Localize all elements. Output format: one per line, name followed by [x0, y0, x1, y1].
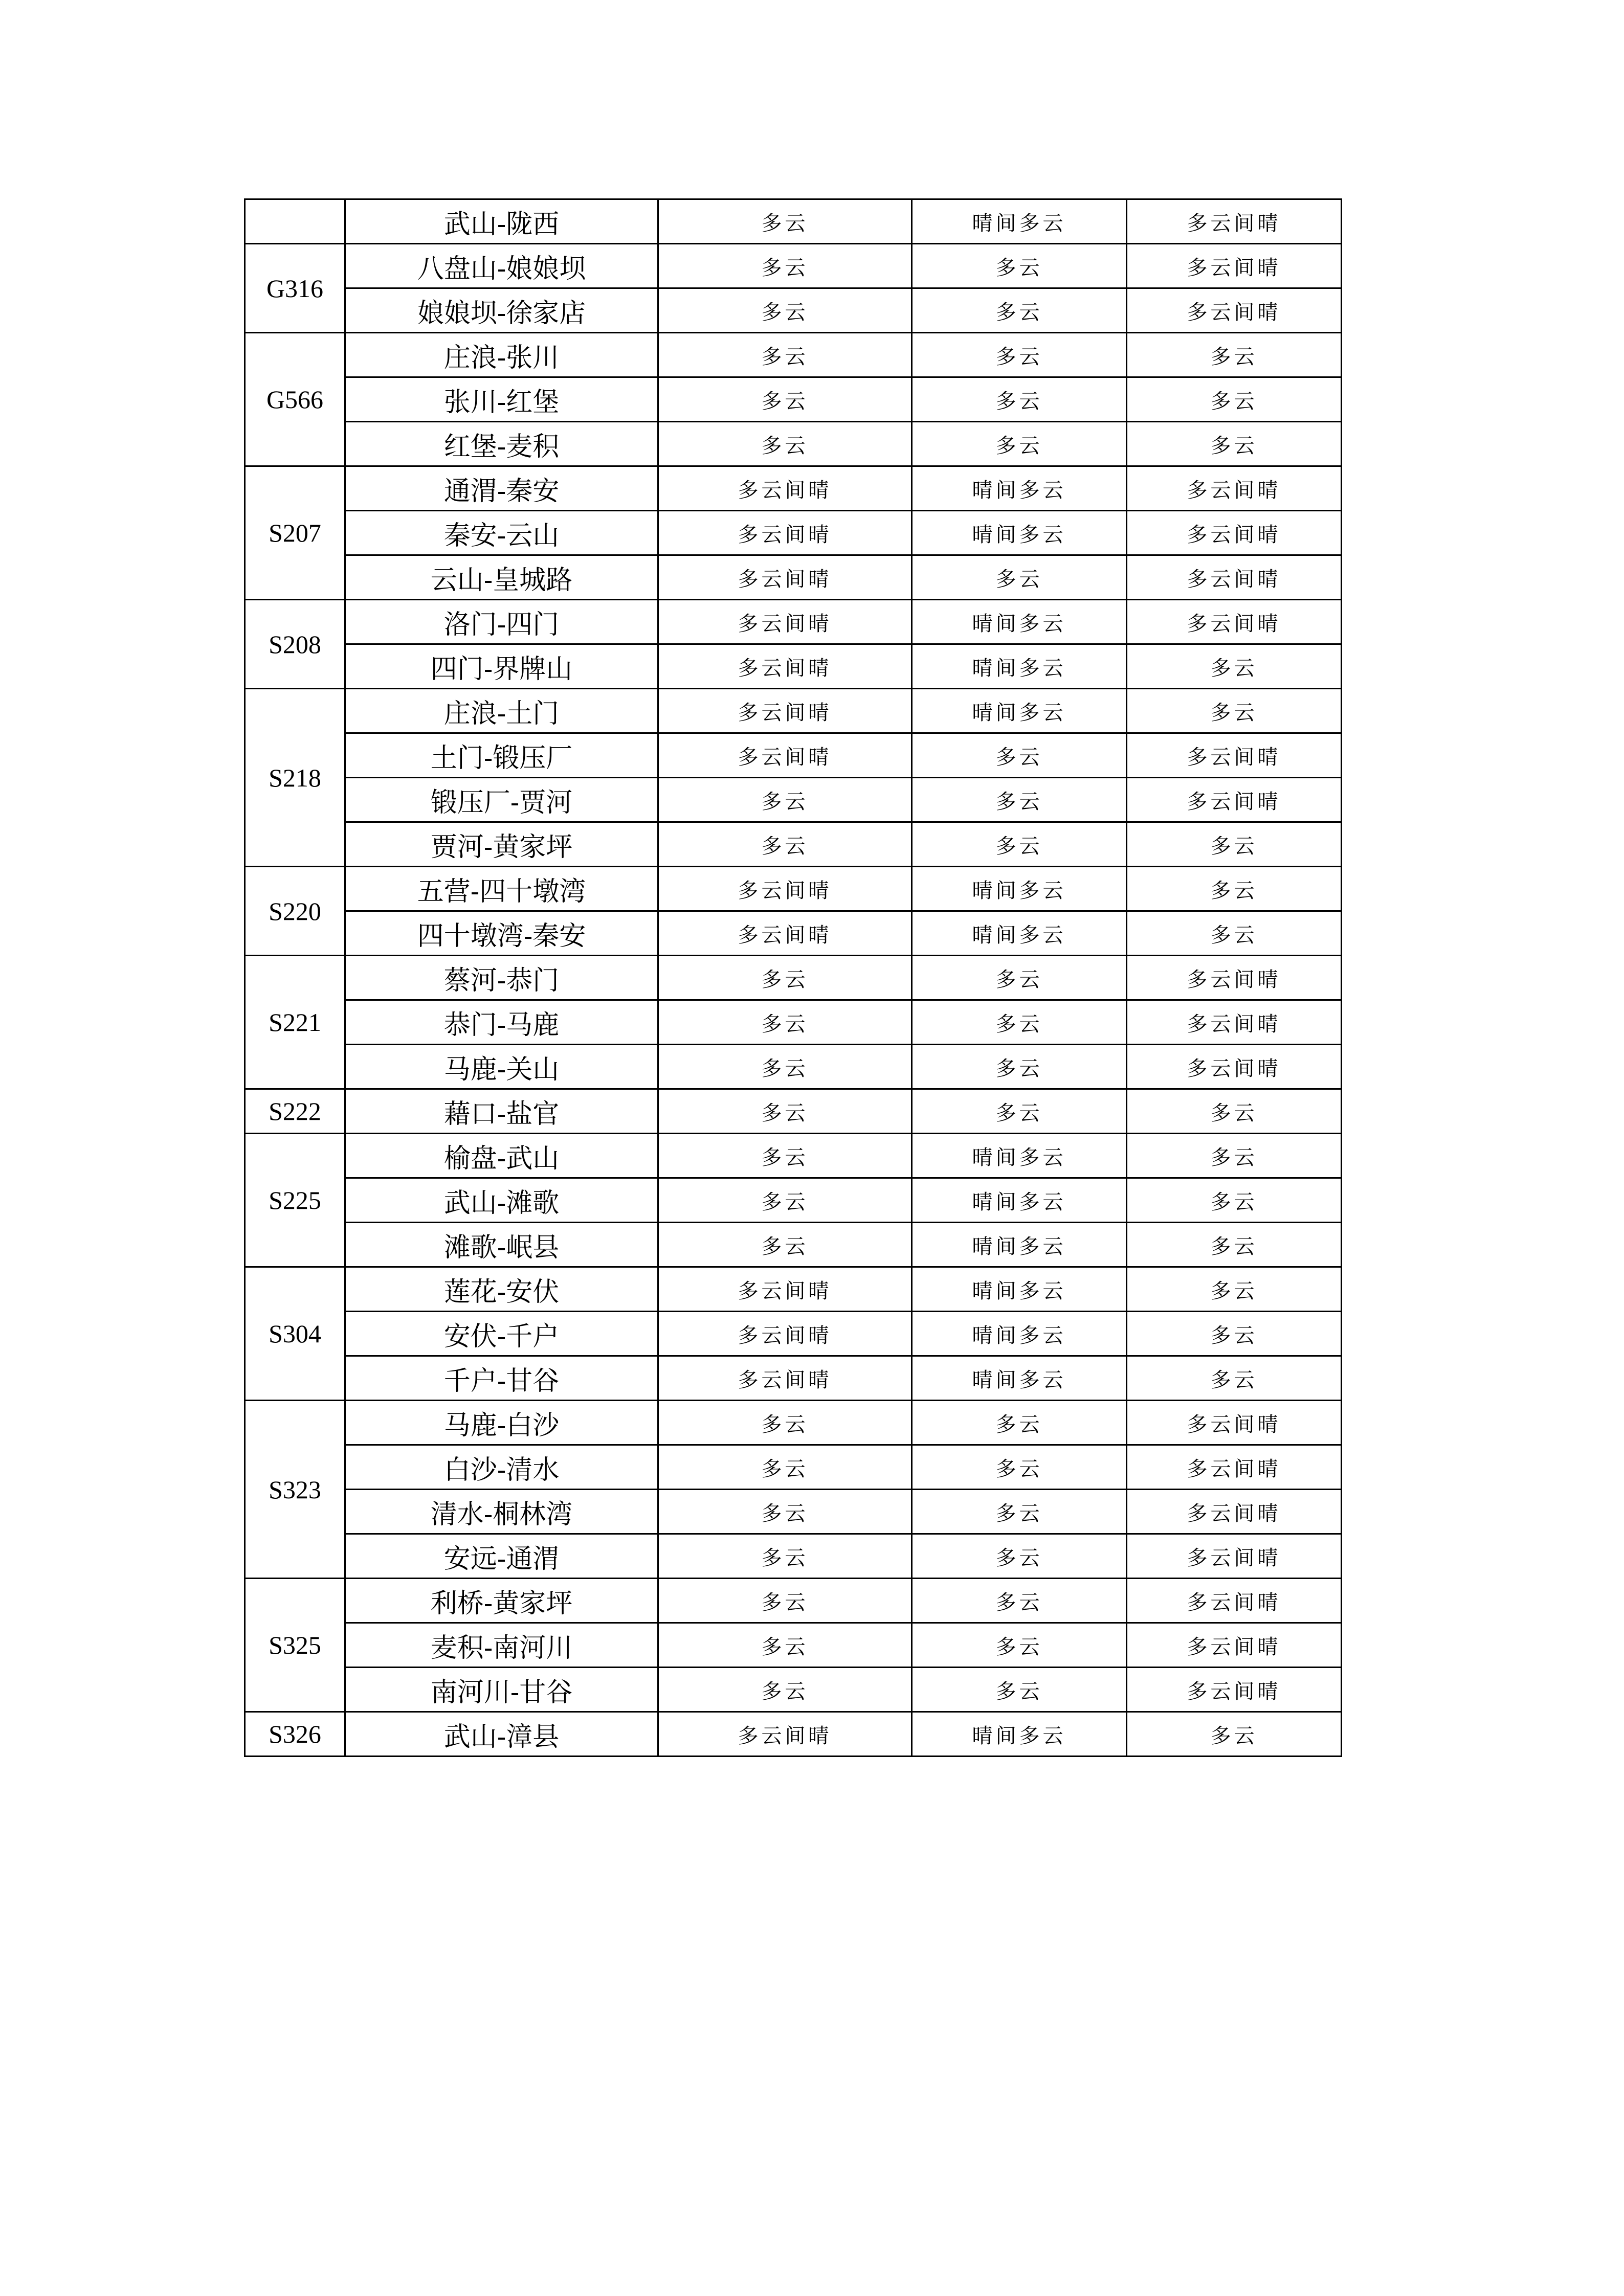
table-row	[245, 1178, 1342, 1223]
road-code-cell: S222	[245, 1089, 345, 1134]
weather-day1-cell: 多云间晴	[658, 867, 912, 911]
weather-day2-cell: 多云	[912, 733, 1127, 778]
road-code-cell: G566	[245, 333, 345, 466]
weather-day3-cell: 多云	[1127, 1089, 1342, 1134]
weather-day3-cell: 多云间晴	[1127, 778, 1342, 822]
road-segment-cell: 娘娘坝-徐家店	[345, 288, 658, 333]
table-row	[245, 956, 1342, 1000]
road-weather-table	[244, 198, 1342, 1757]
road-segment-cell: 麦积-南河川	[345, 1623, 658, 1668]
weather-day1-cell: 多云	[658, 822, 912, 867]
road-weather-table-body	[245, 199, 1342, 1757]
weather-day1-cell: 多云	[658, 1490, 912, 1534]
road-code-cell: S220	[245, 867, 345, 956]
road-code-cell: S225	[245, 1134, 345, 1267]
table-row	[245, 1000, 1342, 1045]
weather-day1-cell: 多云	[658, 1089, 912, 1134]
road-segment-cell: 贾河-黄家坪	[345, 822, 658, 867]
weather-day1-cell: 多云	[658, 244, 912, 288]
weather-day2-cell: 多云	[912, 1490, 1127, 1534]
weather-day2-cell: 晴间多云	[912, 867, 1127, 911]
road-segment-cell: 张川-红堡	[345, 377, 658, 422]
weather-day2-cell: 多云	[912, 1089, 1127, 1134]
weather-day3-cell: 多云间晴	[1127, 199, 1342, 244]
road-segment-cell: 红堡-麦积	[345, 422, 658, 466]
table-row	[245, 466, 1342, 511]
road-segment-cell: 洛门-四门	[345, 600, 658, 644]
road-segment-cell: 五营-四十墩湾	[345, 867, 658, 911]
weather-day2-cell: 多云	[912, 1045, 1127, 1089]
weather-day1-cell: 多云间晴	[658, 555, 912, 600]
weather-day1-cell: 多云	[658, 956, 912, 1000]
weather-day2-cell: 多云	[912, 956, 1127, 1000]
weather-day2-cell: 晴间多云	[912, 911, 1127, 956]
road-code-cell: G316	[245, 244, 345, 333]
weather-day3-cell: 多云间晴	[1127, 1668, 1342, 1712]
weather-day1-cell: 多云	[658, 1045, 912, 1089]
weather-day2-cell: 多云	[912, 377, 1127, 422]
road-code-cell: S208	[245, 600, 345, 689]
weather-day2-cell: 多云	[912, 555, 1127, 600]
road-segment-cell: 武山-滩歌	[345, 1178, 658, 1223]
weather-day2-cell: 晴间多云	[912, 644, 1127, 689]
weather-day2-cell: 晴间多云	[912, 1312, 1127, 1356]
weather-day1-cell: 多云间晴	[658, 644, 912, 689]
weather-day3-cell: 多云间晴	[1127, 555, 1342, 600]
road-segment-cell: 莲花-安伏	[345, 1267, 658, 1312]
table-row	[245, 511, 1342, 555]
weather-day3-cell: 多云间晴	[1127, 1534, 1342, 1579]
weather-day1-cell: 多云间晴	[658, 1312, 912, 1356]
weather-day1-cell: 多云	[658, 1134, 912, 1178]
road-segment-cell: 云山-皇城路	[345, 555, 658, 600]
road-segment-cell: 秦安-云山	[345, 511, 658, 555]
weather-day3-cell: 多云间晴	[1127, 288, 1342, 333]
weather-day2-cell: 多云	[912, 422, 1127, 466]
weather-day2-cell: 多云	[912, 778, 1127, 822]
weather-day1-cell: 多云间晴	[658, 1356, 912, 1401]
table-row	[245, 1312, 1342, 1356]
weather-day1-cell: 多云间晴	[658, 1712, 912, 1757]
table-row	[245, 1534, 1342, 1579]
weather-day3-cell: 多云	[1127, 644, 1342, 689]
road-code-cell: S325	[245, 1579, 345, 1712]
road-code-cell: S323	[245, 1401, 345, 1579]
weather-day1-cell: 多云	[658, 333, 912, 377]
weather-day2-cell: 多云	[912, 1000, 1127, 1045]
weather-day2-cell: 多云	[912, 1579, 1127, 1623]
road-segment-cell: 武山-漳县	[345, 1712, 658, 1757]
road-segment-cell: 马鹿-关山	[345, 1045, 658, 1089]
weather-day2-cell: 晴间多云	[912, 689, 1127, 733]
weather-day2-cell: 晴间多云	[912, 1134, 1127, 1178]
weather-day1-cell: 多云	[658, 377, 912, 422]
weather-day2-cell: 多云	[912, 1623, 1127, 1668]
table-row	[245, 1668, 1342, 1712]
road-segment-cell: 藉口-盐官	[345, 1089, 658, 1134]
road-segment-cell: 八盘山-娘娘坝	[345, 244, 658, 288]
table-row	[245, 199, 1342, 244]
weather-day2-cell: 多云	[912, 1534, 1127, 1579]
weather-day3-cell: 多云间晴	[1127, 1445, 1342, 1490]
table-row	[245, 644, 1342, 689]
weather-day2-cell: 多云	[912, 244, 1127, 288]
weather-day3-cell: 多云	[1127, 1178, 1342, 1223]
weather-day2-cell: 晴间多云	[912, 1712, 1127, 1757]
road-segment-cell: 土门-锻压厂	[345, 733, 658, 778]
weather-day3-cell: 多云间晴	[1127, 466, 1342, 511]
road-segment-cell: 庄浪-张川	[345, 333, 658, 377]
table-row	[245, 555, 1342, 600]
weather-day1-cell: 多云	[658, 1668, 912, 1712]
weather-day1-cell: 多云	[658, 778, 912, 822]
weather-day3-cell: 多云	[1127, 822, 1342, 867]
weather-day3-cell: 多云间晴	[1127, 511, 1342, 555]
table-row	[245, 1490, 1342, 1534]
weather-day3-cell: 多云间晴	[1127, 733, 1342, 778]
weather-day3-cell: 多云	[1127, 1223, 1342, 1267]
weather-day2-cell: 晴间多云	[912, 1178, 1127, 1223]
weather-day1-cell: 多云	[658, 1223, 912, 1267]
weather-day3-cell: 多云间晴	[1127, 1000, 1342, 1045]
road-segment-cell: 恭门-马鹿	[345, 1000, 658, 1045]
weather-day2-cell: 多云	[912, 333, 1127, 377]
road-segment-cell: 锻压厂-贾河	[345, 778, 658, 822]
road-code-cell: S218	[245, 689, 345, 867]
table-row	[245, 1623, 1342, 1668]
weather-day2-cell: 晴间多云	[912, 1223, 1127, 1267]
weather-day1-cell: 多云	[658, 288, 912, 333]
road-segment-cell: 马鹿-白沙	[345, 1401, 658, 1445]
table-row	[245, 1045, 1342, 1089]
road-code-cell: S304	[245, 1267, 345, 1401]
table-row	[245, 1223, 1342, 1267]
weather-day3-cell: 多云间晴	[1127, 244, 1342, 288]
weather-day3-cell: 多云	[1127, 1267, 1342, 1312]
table-row	[245, 422, 1342, 466]
road-segment-cell: 榆盘-武山	[345, 1134, 658, 1178]
weather-day1-cell: 多云间晴	[658, 733, 912, 778]
weather-day2-cell: 多云	[912, 288, 1127, 333]
table-row	[245, 1089, 1342, 1134]
table-row	[245, 1356, 1342, 1401]
weather-day3-cell: 多云	[1127, 333, 1342, 377]
weather-day1-cell: 多云	[658, 1178, 912, 1223]
weather-day2-cell: 晴间多云	[912, 511, 1127, 555]
weather-day2-cell: 晴间多云	[912, 1267, 1127, 1312]
weather-day1-cell: 多云	[658, 1401, 912, 1445]
weather-day3-cell: 多云	[1127, 422, 1342, 466]
road-code-cell: S221	[245, 956, 345, 1089]
weather-day3-cell: 多云	[1127, 867, 1342, 911]
weather-day3-cell: 多云间晴	[1127, 1579, 1342, 1623]
weather-day2-cell: 晴间多云	[912, 199, 1127, 244]
weather-day2-cell: 晴间多云	[912, 1356, 1127, 1401]
weather-day1-cell: 多云间晴	[658, 689, 912, 733]
table-row	[245, 1267, 1342, 1312]
weather-day1-cell: 多云间晴	[658, 511, 912, 555]
weather-day3-cell: 多云间晴	[1127, 600, 1342, 644]
road-segment-cell: 通渭-秦安	[345, 466, 658, 511]
table-row	[245, 733, 1342, 778]
weather-day2-cell: 多云	[912, 1401, 1127, 1445]
weather-day1-cell: 多云	[658, 1534, 912, 1579]
road-segment-cell: 四十墩湾-秦安	[345, 911, 658, 956]
weather-day1-cell: 多云	[658, 422, 912, 466]
weather-day3-cell: 多云	[1127, 1712, 1342, 1757]
road-code-cell	[245, 199, 345, 244]
weather-day3-cell: 多云	[1127, 1134, 1342, 1178]
weather-day3-cell: 多云	[1127, 377, 1342, 422]
weather-day1-cell: 多云间晴	[658, 1267, 912, 1312]
table-row	[245, 1579, 1342, 1623]
weather-day1-cell: 多云	[658, 1579, 912, 1623]
weather-day2-cell: 多云	[912, 822, 1127, 867]
weather-day3-cell: 多云间晴	[1127, 1490, 1342, 1534]
road-segment-cell: 清水-桐林湾	[345, 1490, 658, 1534]
table-row	[245, 1445, 1342, 1490]
weather-day3-cell: 多云	[1127, 1356, 1342, 1401]
weather-day3-cell: 多云间晴	[1127, 1623, 1342, 1668]
table-row	[245, 778, 1342, 822]
road-segment-cell: 安伏-千户	[345, 1312, 658, 1356]
road-segment-cell: 安远-通渭	[345, 1534, 658, 1579]
weather-day1-cell: 多云	[658, 1623, 912, 1668]
road-segment-cell: 蔡河-恭门	[345, 956, 658, 1000]
road-segment-cell: 武山-陇西	[345, 199, 658, 244]
road-segment-cell: 南河川-甘谷	[345, 1668, 658, 1712]
table-row	[245, 911, 1342, 956]
road-segment-cell: 滩歌-岷县	[345, 1223, 658, 1267]
weather-day3-cell: 多云间晴	[1127, 1045, 1342, 1089]
table-row	[245, 333, 1342, 377]
weather-day2-cell: 多云	[912, 1445, 1127, 1490]
weather-day3-cell: 多云	[1127, 689, 1342, 733]
table-row	[245, 600, 1342, 644]
road-segment-cell: 白沙-清水	[345, 1445, 658, 1490]
weather-day1-cell: 多云间晴	[658, 466, 912, 511]
weather-day1-cell: 多云间晴	[658, 600, 912, 644]
weather-day1-cell: 多云	[658, 1000, 912, 1045]
table-row	[245, 867, 1342, 911]
road-segment-cell: 利桥-黄家坪	[345, 1579, 658, 1623]
weather-day2-cell: 晴间多云	[912, 466, 1127, 511]
table-row	[245, 1134, 1342, 1178]
table-row	[245, 1401, 1342, 1445]
table-row	[245, 822, 1342, 867]
weather-day1-cell: 多云	[658, 1445, 912, 1490]
weather-day1-cell: 多云	[658, 199, 912, 244]
road-code-cell: S207	[245, 466, 345, 600]
weather-day1-cell: 多云间晴	[658, 911, 912, 956]
table-row	[245, 377, 1342, 422]
table-row	[245, 244, 1342, 288]
road-segment-cell: 四门-界牌山	[345, 644, 658, 689]
road-code-cell: S326	[245, 1712, 345, 1757]
table-row	[245, 288, 1342, 333]
table-row	[245, 689, 1342, 733]
weather-day2-cell: 多云	[912, 1668, 1127, 1712]
weather-day3-cell: 多云	[1127, 1312, 1342, 1356]
road-segment-cell: 千户-甘谷	[345, 1356, 658, 1401]
road-segment-cell: 庄浪-土门	[345, 689, 658, 733]
weather-day3-cell: 多云间晴	[1127, 1401, 1342, 1445]
table-row	[245, 1712, 1342, 1757]
weather-day3-cell: 多云间晴	[1127, 956, 1342, 1000]
weather-day2-cell: 晴间多云	[912, 600, 1127, 644]
weather-day3-cell: 多云	[1127, 911, 1342, 956]
